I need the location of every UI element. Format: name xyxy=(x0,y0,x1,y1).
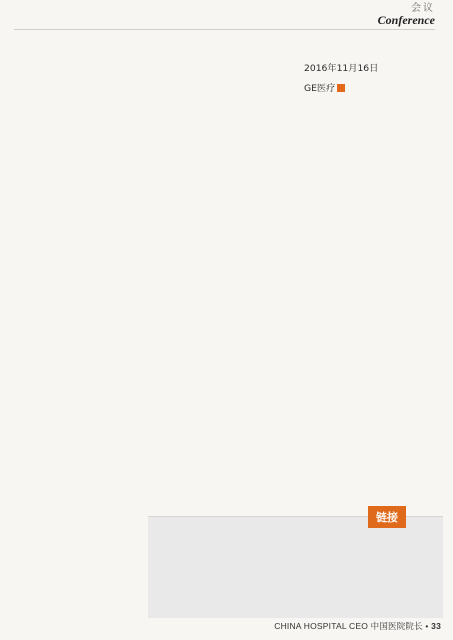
paragraph-lead: GE医疗 xyxy=(304,82,336,94)
link-tag: 链接 xyxy=(368,506,406,528)
link-sidebar-box xyxy=(148,511,443,618)
page-number: 33 xyxy=(431,621,441,631)
page-footer xyxy=(274,620,441,632)
magazine-name-en: CHINA HOSPITAL CEO xyxy=(274,621,369,631)
article-end-mark-icon xyxy=(337,84,345,92)
section-title-en: Conference xyxy=(377,13,435,27)
header-divider xyxy=(14,29,435,30)
column-middle xyxy=(155,56,292,486)
section-header xyxy=(378,4,435,26)
footer-separator: • xyxy=(425,621,429,631)
column-left xyxy=(6,56,143,486)
paragraph xyxy=(304,62,441,76)
paragraph xyxy=(304,82,441,96)
magazine-name-cn: 中国医院院长 xyxy=(370,621,423,631)
article-body xyxy=(6,56,441,486)
column-right xyxy=(304,56,441,486)
section-title-cn: 会议 xyxy=(411,3,435,14)
paragraph-lead: 2016年11月16日 xyxy=(304,63,379,74)
